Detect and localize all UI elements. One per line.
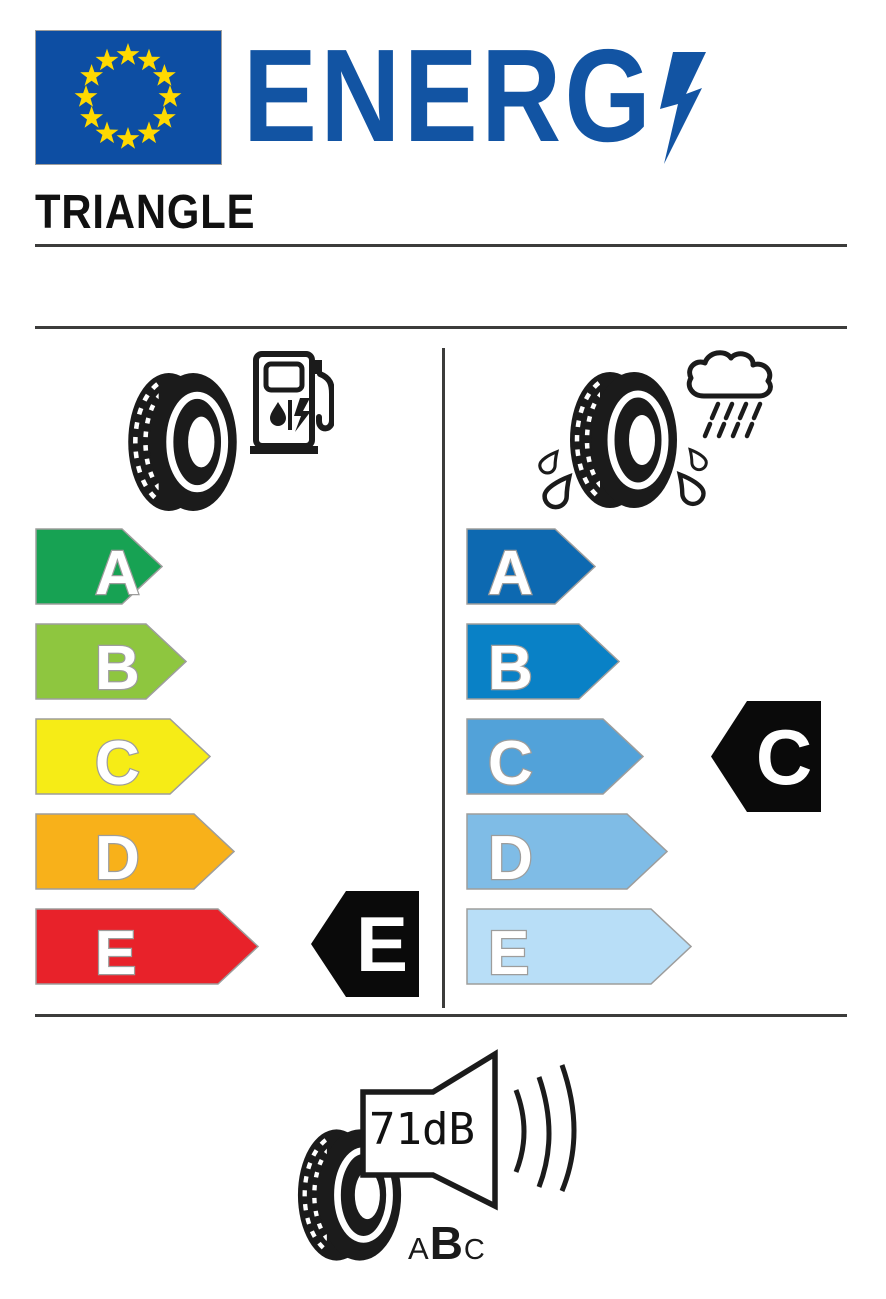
wet-class-b-arrow bbox=[466, 623, 620, 700]
sound-waves-icon bbox=[506, 1058, 591, 1198]
fuel-class-e-arrow bbox=[35, 908, 259, 985]
wet-rating-pointer bbox=[710, 700, 822, 813]
arrow-shape bbox=[36, 909, 258, 984]
divider-bottom bbox=[35, 1014, 847, 1017]
wet-class-a-arrow bbox=[466, 528, 596, 605]
fuel-class-c-arrow bbox=[35, 718, 211, 795]
wet-class-e-arrow bbox=[466, 908, 692, 985]
fuel-pump-icon bbox=[248, 348, 334, 458]
brand-name: TRIANGLE bbox=[35, 186, 256, 239]
class-letter: A bbox=[488, 539, 533, 605]
rain-cloud-icon bbox=[680, 348, 782, 444]
divider-vertical bbox=[442, 348, 445, 1008]
class-letter: E bbox=[95, 919, 137, 985]
class-letter: B bbox=[488, 634, 533, 700]
rain-drops bbox=[705, 404, 760, 436]
energy-logo-text: ENERG bbox=[243, 22, 655, 169]
class-letter: C bbox=[95, 729, 140, 795]
fuel-class-d-arrow bbox=[35, 813, 235, 890]
noise-class-a: A bbox=[408, 1231, 429, 1266]
noise-rating-value: B bbox=[429, 1217, 463, 1269]
class-letter: D bbox=[95, 824, 140, 890]
divider-top bbox=[35, 244, 847, 247]
class-letter: C bbox=[488, 729, 533, 795]
wet-class-c-arrow bbox=[466, 718, 644, 795]
class-letter: E bbox=[488, 919, 530, 985]
divider-sections bbox=[35, 326, 847, 329]
class-letter: D bbox=[488, 824, 533, 890]
class-letter: B bbox=[95, 634, 140, 700]
noise-class-scale bbox=[408, 1216, 485, 1270]
wet-class-d-arrow bbox=[466, 813, 668, 890]
fuel-rating-value: E bbox=[355, 900, 409, 988]
fuel-class-b-arrow bbox=[35, 623, 187, 700]
noise-class-c: C bbox=[463, 1234, 485, 1266]
noise-db-value: 71dB bbox=[369, 1104, 475, 1155]
fuel-rating-pointer bbox=[310, 890, 420, 998]
eu-flag bbox=[35, 30, 222, 165]
wet-rating-value: C bbox=[755, 713, 813, 801]
fuel-class-a-arrow bbox=[35, 528, 163, 605]
tire-icon bbox=[126, 370, 240, 514]
lightning-bolt-icon bbox=[660, 52, 710, 164]
class-letter: A bbox=[95, 539, 140, 605]
